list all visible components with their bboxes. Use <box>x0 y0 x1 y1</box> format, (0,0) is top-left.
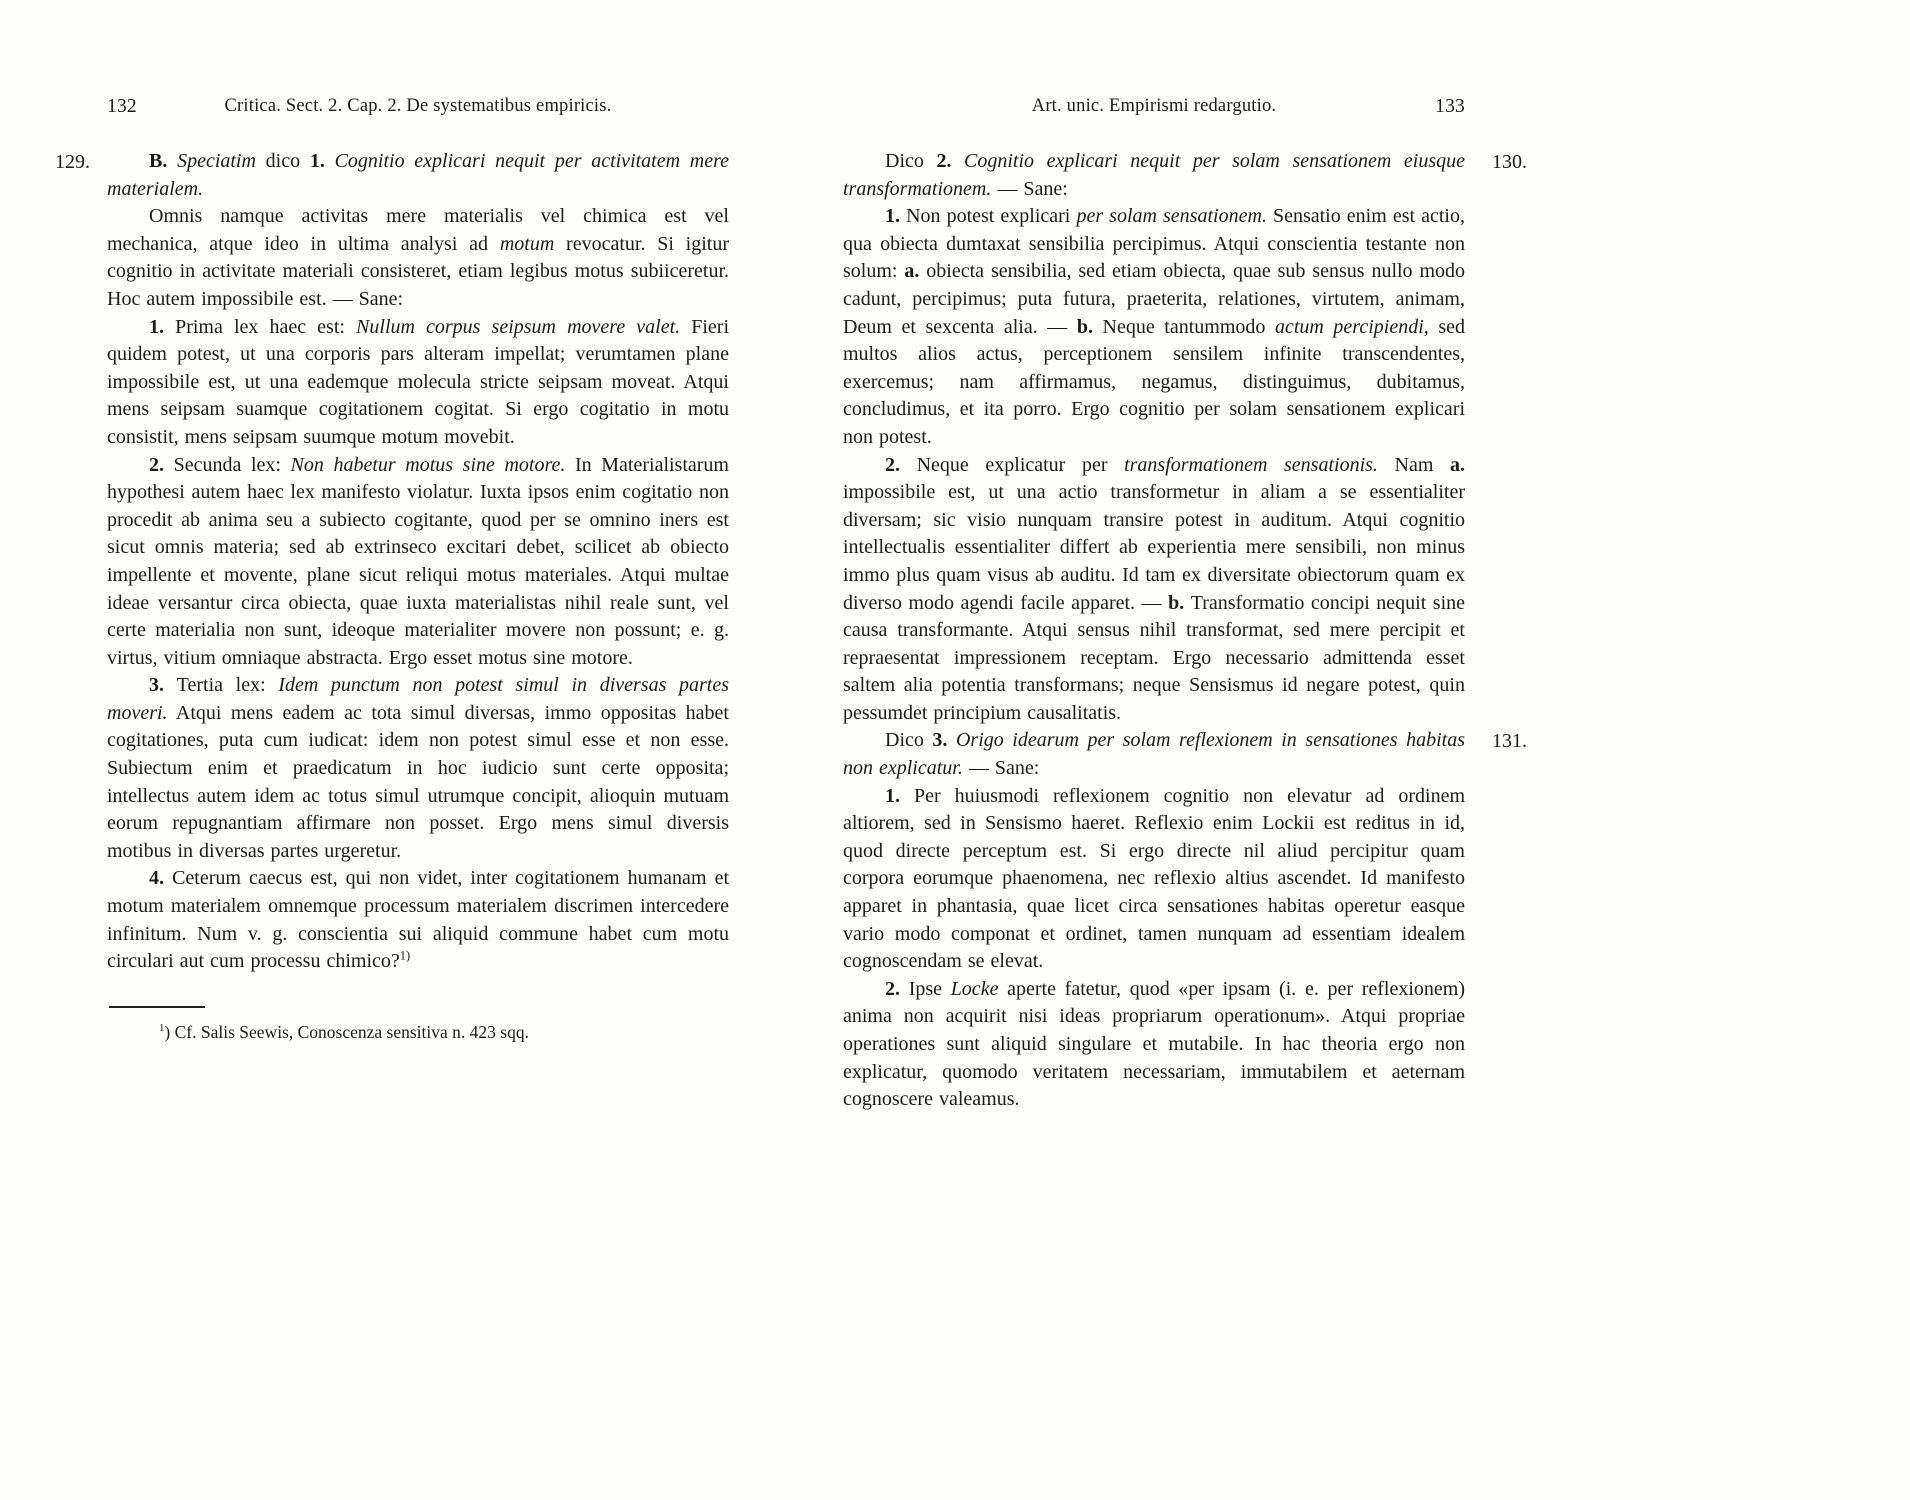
italic-text: Cognitio explicari nequit per activitatem mere materialem. <box>107 150 730 200</box>
page-number-right: 133 <box>1435 96 1465 117</box>
text-run: aperte fatetur, quod «per ipsam (i. e. per reflexionem) anima non acquirit nisi ideas propriarum operationum». Atqui propriae operationes sunt aliquid singulare et mutabile. In hac theoria ergo non explicatur, quomodo veritatem necessariam, immutabilem et aeternam cognoscere valeamus. <box>843 977 1465 1111</box>
text-run: Neque explicatur per <box>916 453 1125 476</box>
bold-label: B. <box>149 150 178 172</box>
text-run: Dico <box>885 729 933 752</box>
margin-section-number: 131. <box>1492 730 1527 753</box>
italic-text: per solam sensationem. <box>1076 205 1267 228</box>
text-run: Neque tantummodo <box>1102 315 1275 338</box>
paragraph <box>843 976 1465 1114</box>
bold-label: 2. <box>885 453 917 476</box>
page-left <box>55 96 730 1044</box>
text-run: obiecta sensibilia, sed etiam obiecta, quae sub sensus nullo modo cadunt, percipimus; puta futura, praeterita, relationes, virtutem, animam, Deum et sexcenta alia. — <box>843 260 1466 338</box>
margin-section-number: 129. <box>55 151 90 173</box>
text-run: Ipse <box>908 977 951 1000</box>
text-run: Sensatio enim est actio, qua obiecta dumtaxat sensibilia percipimus. Atqui conscientia testante non solum: <box>843 205 1465 283</box>
bold-label: 4. <box>149 867 173 890</box>
text-run: Dico <box>885 150 937 172</box>
bold-label: 1. <box>885 784 914 807</box>
paragraph <box>843 727 1527 782</box>
paragraph <box>843 783 1465 976</box>
paragraph <box>107 672 729 865</box>
page-header-right <box>843 96 1465 122</box>
footnote-marker: 1 <box>159 1021 165 1034</box>
text-run: Omnis namque activitas mere materialis vel chimica est vel mechanica, atque ideo in ultima analysi ad <box>107 205 729 255</box>
text-run: Non potest explicari <box>906 205 1077 228</box>
text-run: Nam <box>1377 453 1450 476</box>
text-run: In Materialistarum hypothesi autem haec lex manifesto violatur. Iuxta ipsos enim cogitatio non procedit ab anima seu a subiecto cogitante, quod per se omnino iners est sicut omnis materia; sed ab extrinseco excitari debet, scilicet ab obiecto impellente et movente, plane sicut reliqui motus materiales. Atqui multae ideae versantur circa obiecta, quae iuxta materialistas nihil reale sunt, vel certe materialia non sunt, ideoque materialiter movere non possunt; e. g. virtus, vitium omniaque abstracta. Ergo esset motus sine motore. <box>107 453 729 669</box>
page-right <box>843 96 1527 1114</box>
italic-text: Origo idearum per solam reflexionem in sensationes habitas non explicatur. <box>843 729 1465 780</box>
text-run: sed multos alios actus, perceptionem sensilem infinite transcendentes, exercemus; nam affirmamus, negamus, distinguimus, dubitamus, concludimus, et ita porro. Ergo cognitio per solam sensationem explicari non potest. <box>843 315 1466 448</box>
paragraph <box>107 203 729 313</box>
running-header-left: Critica. Sect. 2. Cap. 2. De systematibus empiricis. <box>224 96 612 116</box>
italic-text: Speciatim <box>177 150 256 172</box>
bold-label: 2. <box>936 150 965 172</box>
italic-text: Non habetur motus sine motore. <box>290 453 566 476</box>
italic-text: transformationem sensationis. <box>1124 453 1378 476</box>
footnote-marker: 1) <box>399 948 411 963</box>
text-run: — Sane: <box>962 757 1040 780</box>
text-run: impossibile est, ut una actio transformetur in aliam a se essentialiter diversam; sic visio nunquam transire potest in auditum. Atqui cognitio intellectualis essentialiter differt ab experientia mere sensibili, non minus immo plus quam visus ab auditu. Id tam ex diversitate obiectorum quam ex diverso modo agendi facile apparet. — <box>843 481 1465 614</box>
bold-label: 3. <box>149 674 177 697</box>
page-number-left: 132 <box>107 96 137 117</box>
italic-text: Nullum corpus seipsum movere valet. <box>356 315 681 338</box>
text-run: Fieri quidem potest, ut una corporis pars alteram impellat; verumtamen plane impossibile est, ut una eademque molecula stricte seipsam moveat. Atqui mens seipsam suamque cogitationem cogitat. Si ergo cogitatio in motu consistit, mens seipsam suumque motum movebit. <box>107 315 730 448</box>
italic-text: Idem punctum non potest simul in diversas partes moveri. <box>107 674 730 724</box>
bold-label: 1. <box>309 150 335 172</box>
bold-label: 3. <box>932 729 956 752</box>
paragraph <box>843 148 1527 203</box>
text-run: Atqui mens eadem ac tota simul diversas, immo oppositas habet cogitationes, puta cum iudicat: idem non potest simul esse et non esse. Subiectum enim et praedicatum in hoc iudicio sunt certe opposita; intellectus autem idem ac totus simul utrumque concipit, alioquin mutuam eorum repugnantiam affirmare non posset. Ergo mens simul diversis motibus in diversas partes urgeretur. <box>107 701 729 862</box>
footnote-rule <box>109 1006 205 1008</box>
italic-text: Cognitio explicari nequit per solam sensationem eiusque transformationem. <box>843 150 1465 200</box>
text-run: — Sane: <box>991 177 1068 200</box>
italic-text: motum <box>499 232 555 255</box>
paragraph <box>107 865 729 975</box>
bold-label: a. <box>904 260 927 283</box>
text-run: ) Cf. Salis Seewis, Conoscenza sensitiva n. 423 sqq. <box>164 1021 529 1042</box>
text-body-left <box>55 148 730 976</box>
page-header-left <box>107 96 729 122</box>
paragraph <box>843 203 1465 451</box>
bold-label: 1. <box>885 205 907 228</box>
bold-label: a. <box>1450 453 1465 476</box>
margin-section-number: 130. <box>1492 151 1527 173</box>
bold-label: b. <box>1076 315 1103 338</box>
text-run: Secunda lex: <box>173 453 291 476</box>
text-run: Per huiusmodi reflexionem cognitio non elevatur ad ordinem altiorem, sed in Sensismo haeret. Reflexio enim Lockii est reditus in id, quod directe perceptum est. Si ergo directe nil aliud percipitur quam corpora eorumque phaenomena, nec reflexio altius ascendet. Id manifesto apparet in phantasia, quae licet circa sensationes habitas operetur easque vario modo componat et ordinet, tamen nunquam ad essentiam idealem cognoscendam se elevat. <box>843 784 1466 973</box>
paragraph <box>843 452 1465 728</box>
text-run: revocatur. Si igitur cognitio in activitate materiali consisteret, etiam legibus motus subiiceretur. Hoc autem impossibile est. — Sane: <box>107 232 729 310</box>
text-run: dico <box>255 150 310 172</box>
text-body-right <box>843 148 1527 1114</box>
paragraph <box>107 452 729 673</box>
text-run: Transformatio concipi nequit sine causa transformante. Atqui sensus nihil transformat, sed mere percipit et repraesentat impressionem receptam. Ergo necessario admittenda esset saltem alia potentia transformans; neque Sensismus id negare potest, quin pessumdet principium causalitatis. <box>843 591 1466 724</box>
italic-text: Locke <box>950 977 999 1000</box>
text-run: Ceterum caecus est, qui non videt, inter cogitationem humanam et motum materialem omnemque processum materialem discrimen intercedere infinitum. Num v. g. conscientia sui aliquid commune habet cum motu circulari aut cum processu chimico? <box>107 867 729 973</box>
bold-label: 2. <box>149 453 174 476</box>
running-header-right: Art. unic. Empirismi redargutio. <box>1031 96 1277 116</box>
text-run: Tertia lex: <box>176 674 279 697</box>
italic-text: actum percipiendi, <box>1274 315 1429 338</box>
text-run: Prima lex haec est: <box>175 315 357 338</box>
bold-label: b. <box>1168 591 1191 614</box>
paragraph <box>107 314 729 452</box>
bold-label: 1. <box>149 315 176 338</box>
bold-label: 2. <box>885 977 909 1000</box>
paragraph <box>55 148 730 203</box>
footnote <box>107 1021 729 1045</box>
